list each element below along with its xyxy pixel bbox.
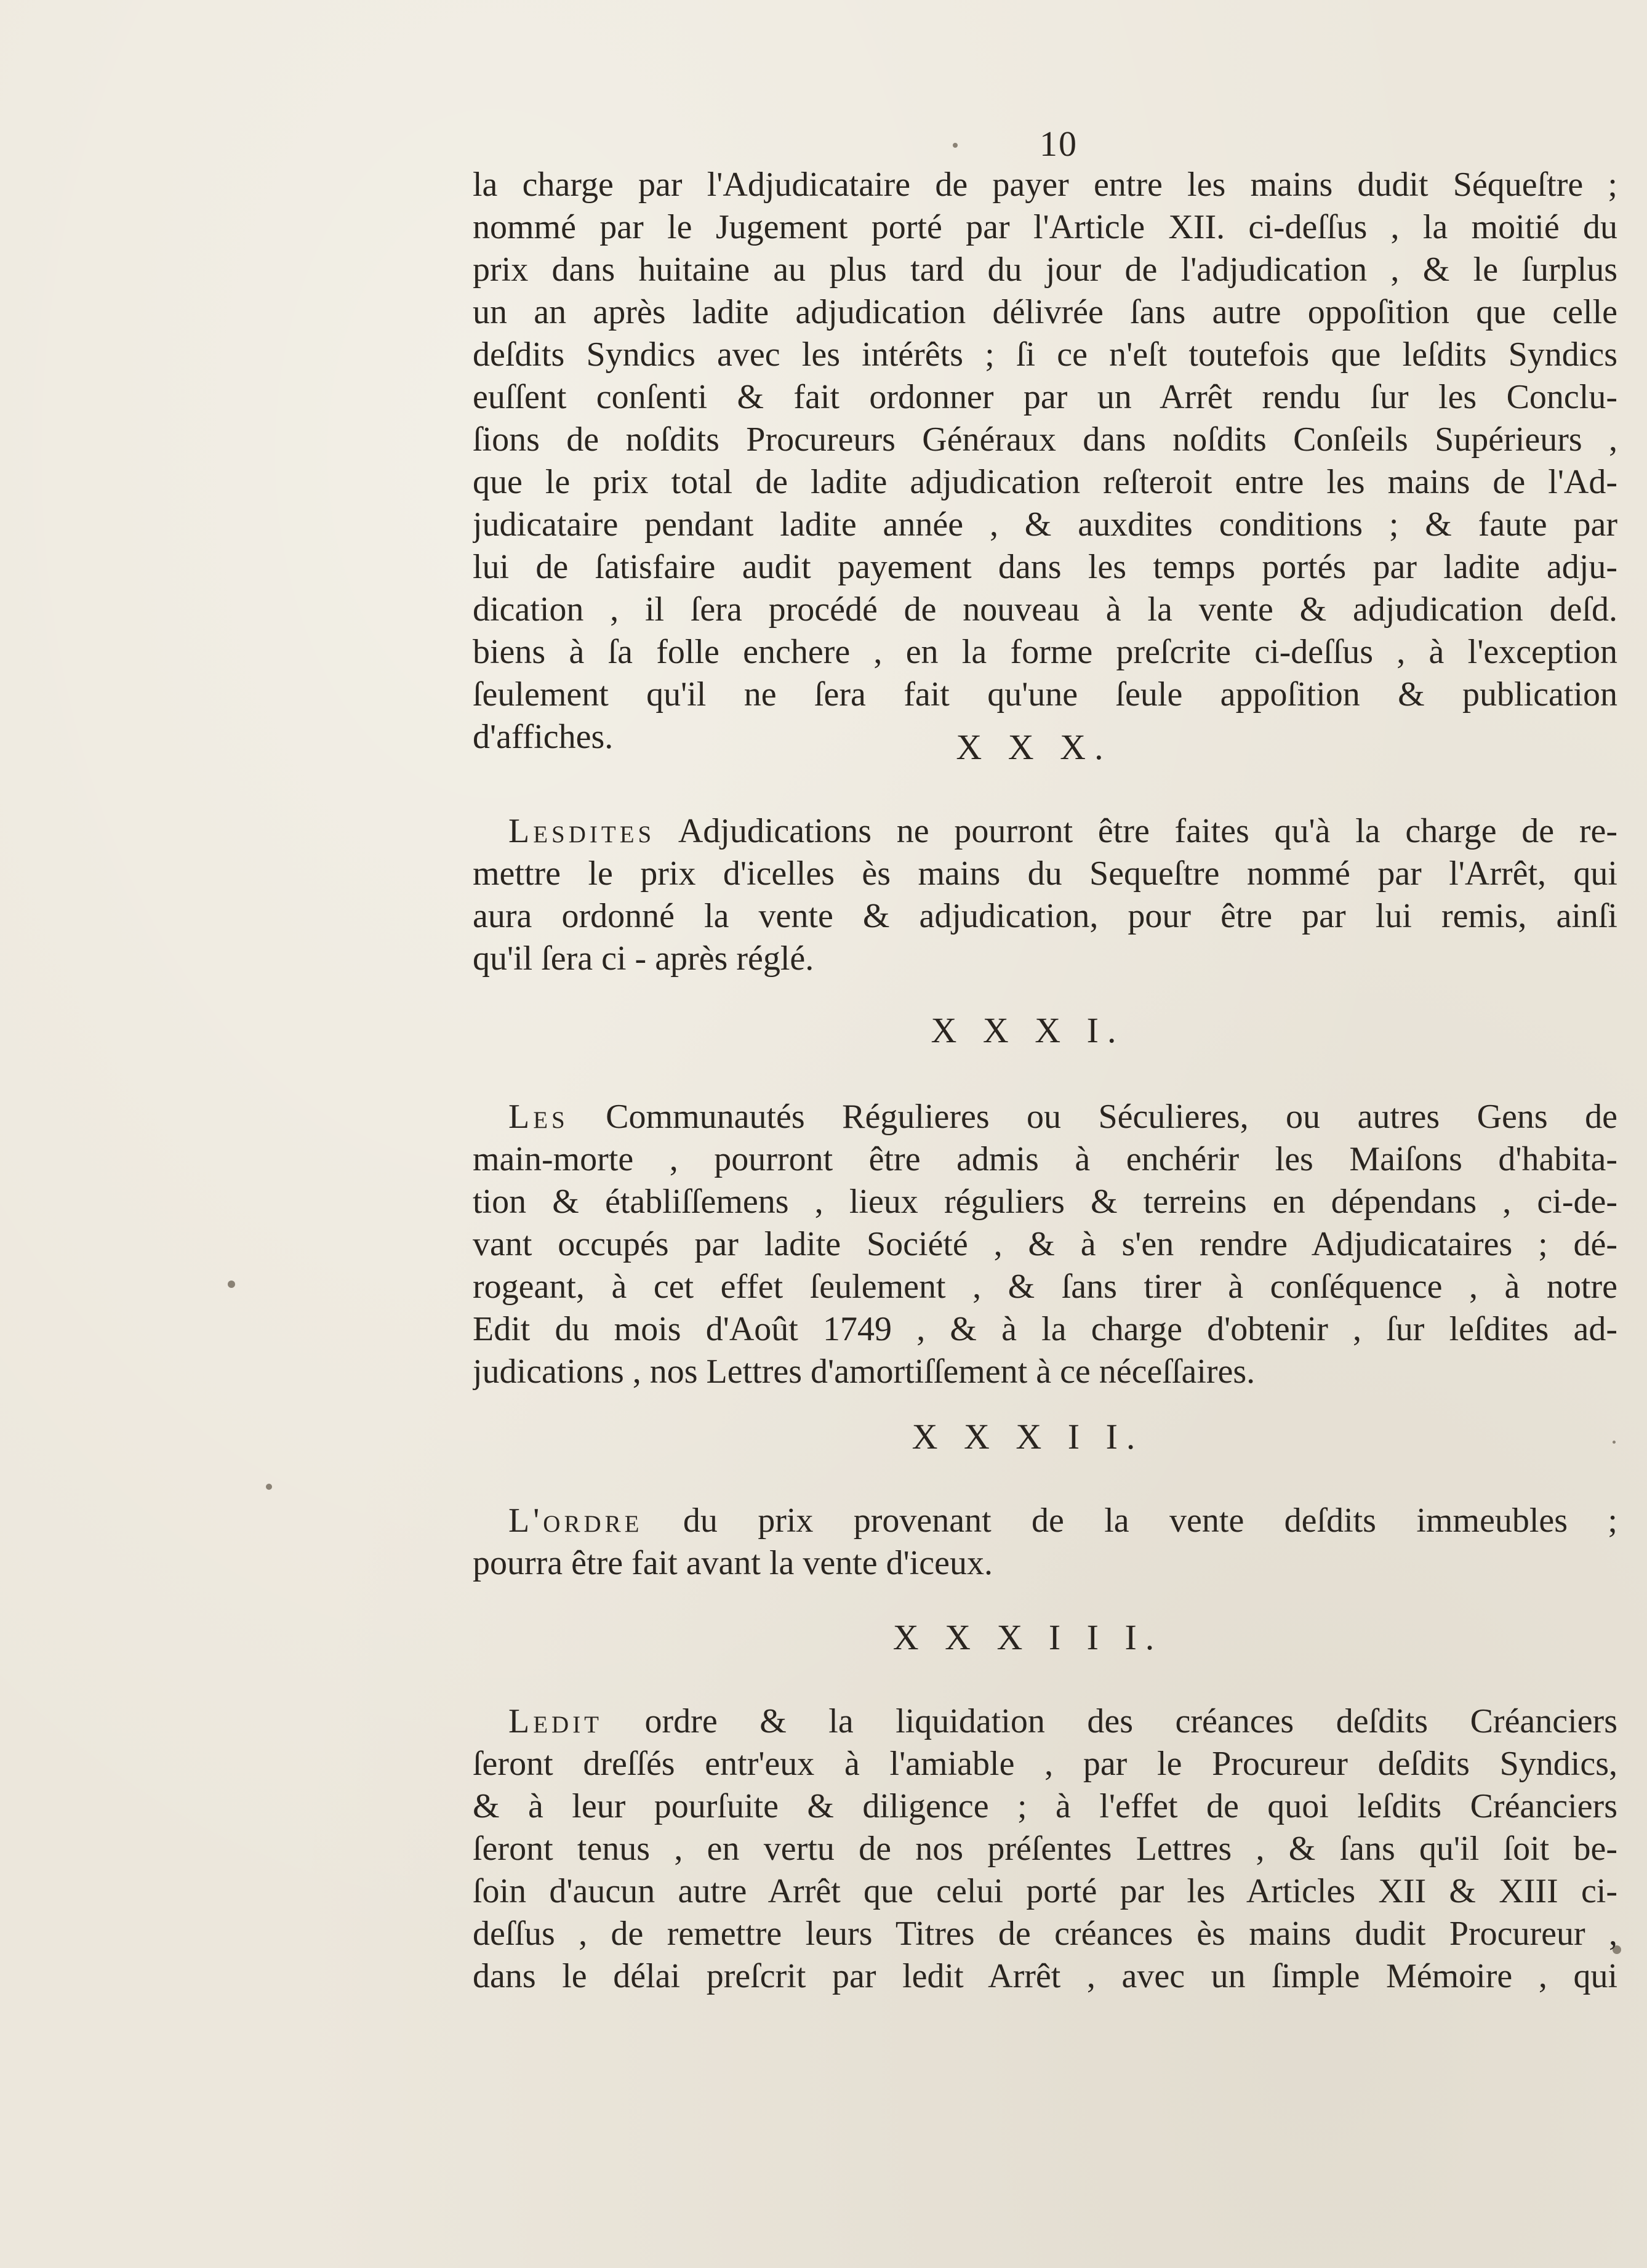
- text-line: main-morte , pourront être admis à enchérir les Maiſons d'habita-: [473, 1140, 1617, 1178]
- text-line: aura ordonné la vente & adjudication, pour être par lui remis, ainſi: [473, 897, 1617, 935]
- page-number: 10: [1040, 124, 1078, 164]
- text-line: [473, 1500, 1617, 1542]
- text-line: ſoin d'aucun autre Arrêt que celui porté par les Articles XII & XIII ci-: [473, 1872, 1617, 1910]
- text-line: mettre le prix d'icelles ès mains du Sequeſtre nommé par l'Arrêt, qui: [473, 855, 1617, 893]
- article-paragraph: [473, 1500, 1617, 1585]
- text-line: biens à ſa folle enchere , en la forme preſcrite ci-deſſus , à l'exception: [473, 633, 1617, 671]
- text-line: Edit du mois d'Août 1749 , & à la charge d'obtenir , ſur leſdites ad-: [473, 1310, 1617, 1348]
- text-line: lui de ſatisfaire audit payement dans les temps portés par ladite adju-: [473, 548, 1617, 586]
- article-paragraph: [473, 1700, 1617, 1998]
- article-lead-word: Les: [508, 1098, 569, 1136]
- text-line: nommé par le Jugement porté par l'Article XII. ci-deſſus , la moitié du: [473, 208, 1617, 246]
- text-line: euſſent conſenti & fait ordonner par un Arrêt rendu ſur les Conclu-: [473, 378, 1617, 416]
- text-line: [473, 1096, 1617, 1138]
- text-line: la charge par l'Adjudicataire de payer entre les mains dudit Séqueſtre ;: [473, 166, 1617, 204]
- text-line: [473, 1700, 1617, 1743]
- text-fragment: du prix provenant de la vente deſdits immeubles ;: [643, 1502, 1617, 1540]
- paper-speck: [953, 143, 958, 148]
- article-lead-word: Lesdites: [508, 812, 655, 850]
- text-line: deſſus , de remettre leurs Titres de créances ès mains dudit Procureur ,: [473, 1915, 1617, 1953]
- text-line: ſeront dreſſés entr'eux à l'amiable , par le Procureur deſdits Syndics,: [473, 1745, 1617, 1783]
- article-paragraph: [473, 1096, 1617, 1393]
- text-line: prix dans huitaine au plus tard du jour de l'adjudication , & le ſurplus: [473, 251, 1617, 289]
- article-lead-word: Ledit: [508, 1702, 603, 1740]
- paper-speck: [228, 1281, 235, 1288]
- text-line: dication , il ſera procédé de nouveau à la vente & adjudication deſd.: [473, 590, 1617, 629]
- text-line: ſeulement qu'il ne ſera fait qu'une ſeule appoſition & publication: [473, 675, 1617, 714]
- intro-paragraph: [473, 164, 1617, 758]
- paper-speck: [1613, 1441, 1616, 1444]
- article-heading: X X X.: [956, 727, 1112, 767]
- text-line: qu'il ſera ci - après réglé.: [473, 939, 814, 978]
- text-line: ſeront tenus , en vertu de nos préſentes Lettres , & ſans qu'il ſoit be-: [473, 1830, 1617, 1868]
- text-line: judications , nos Lettres d'amortiſſement à ce néceſſaires.: [473, 1353, 1256, 1391]
- text-line: un an après ladite adjudication délivrée ſans autre oppoſition que celle: [473, 293, 1617, 331]
- text-fragment: Communautés Régulieres ou Séculieres, ou autres Gens de: [568, 1098, 1617, 1136]
- text-line: ſions de noſdits Procureurs Généraux dans noſdits Conſeils Supérieurs ,: [473, 420, 1617, 459]
- text-fragment: ordre & la liquidation des créances deſdits Créanciers: [603, 1702, 1617, 1740]
- text-line: tion & établiſſemens , lieux réguliers & terreins en dépendans , ci-de-: [473, 1183, 1617, 1221]
- text-line: [473, 810, 1617, 853]
- text-line: deſdits Syndics avec les intérêts ; ſi ce n'eſt toutefois que leſdits Syndics: [473, 336, 1617, 374]
- text-fragment: Adjudications ne pourront être faites qu'à la charge de re-: [655, 812, 1617, 850]
- text-line: vant occupés par ladite Société , & à s'en rendre Adjudicataires ; dé-: [473, 1225, 1617, 1263]
- text-line: que le prix total de ladite adjudication reſteroit entre les mains de l'Ad-: [473, 463, 1617, 501]
- text-line: d'affiches.: [473, 718, 614, 756]
- text-line: judicataire pendant ladite année , & auxdites conditions ; & faute par: [473, 505, 1617, 544]
- article-heading: X X X I I I.: [892, 1617, 1163, 1657]
- article-heading: X X X I I.: [912, 1417, 1144, 1457]
- article-paragraph: [473, 810, 1617, 980]
- text-line: pourra être fait avant la vente d'iceux.: [473, 1544, 993, 1582]
- text-line: rogeant, à cet effet ſeulement , & ſans tirer à conſéquence , à notre: [473, 1268, 1617, 1306]
- article-heading: X X X I.: [931, 1010, 1125, 1050]
- paper-speck: [266, 1484, 272, 1490]
- text-line: dans le délai preſcrit par ledit Arrêt , avec un ſimple Mémoire , qui: [473, 1957, 1617, 1995]
- article-lead-word: L'ordre: [508, 1502, 643, 1540]
- text-line: & à leur pourſuite & diligence ; à l'effet de quoi leſdits Créanciers: [473, 1787, 1617, 1825]
